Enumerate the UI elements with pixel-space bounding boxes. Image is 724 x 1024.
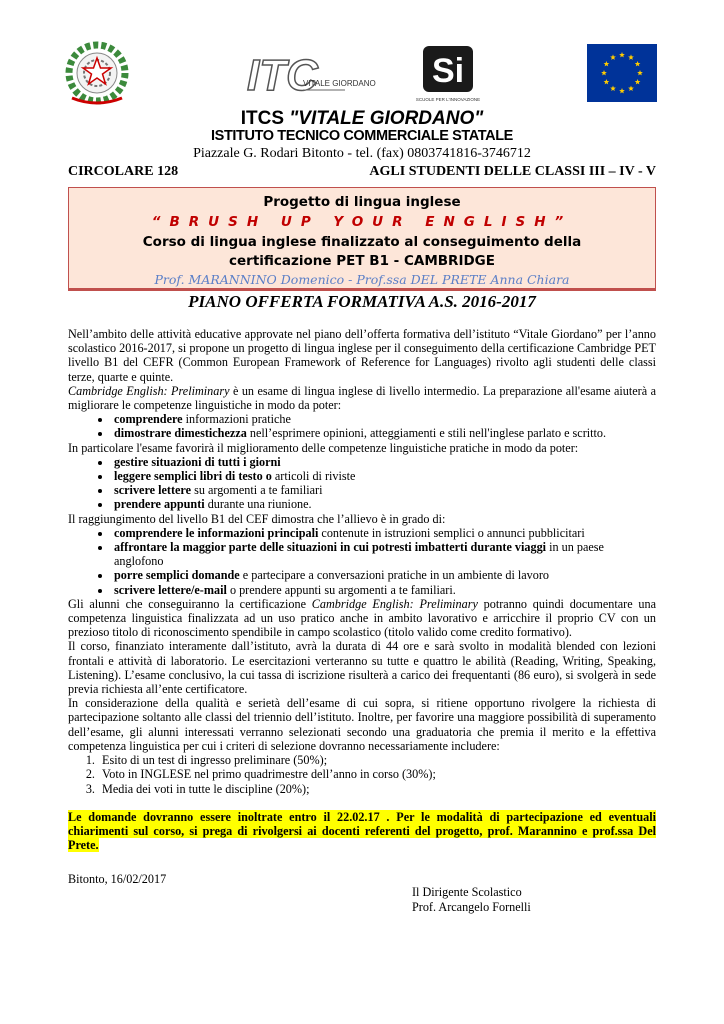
particular-paragraph: In particolare l'esame favorirà il miglioramento delle competenze linguistiche pratiche in modo da poter: [68,440,579,455]
signer-role: Il Dirigente Scolastico [412,885,522,899]
b1-abilities-list [68,526,656,597]
piano-offerta-title: PIANO OFFERTA FORMATIVA A.S. 2016-2017 [188,292,536,311]
consideration-paragraph: In considerazione della qualità e serietà dell’esame di cui sopra, si ritiene opportuno rivolgere la richiesta di partecipazione soltanto alle classi del triennio dell’istituto. Inoltre, per favorire una maggiore possibilità di superamento dell’esame, gli alunni interessati verranno selezionati secondo una graduatoria che premia il merito e la effettiva competenza linguistica per cui i criteri di selezione dovranno necessariamente includere: [68,696,656,753]
signer-name: Prof. Arcangelo Fornelli [412,899,531,914]
project-box [68,187,656,291]
list-item: • scrivere lettere/e-mail o prendere appunti su argomenti a te familiari. [112,583,656,597]
circolare-row [68,164,656,182]
school-address: Piazzale G. Rodari Bitonto - tel. (fax) 0803741816-3746712 [193,146,531,161]
document-date: Bitonto, 16/02/2017 [68,872,167,886]
circolare-number: CIRCOLARE 128 [68,164,179,179]
cambridge-exam-name: Cambridge English: Preliminary [68,383,230,398]
svg-text:VITALE GIORDANO: VITALE GIORDANO [303,79,376,88]
list-item: • scrivere lettere su argomenti a te familiari [112,483,656,497]
project-title: Progetto di lingua inglese [263,194,461,210]
recipients: AGLI STUDENTI DELLE CLASSI III – IV - V [369,164,656,179]
list-item: • prendere appunti durante una riunione. [112,497,656,511]
skills-list [68,412,656,440]
list-item: • leggere semplici libri di testo o articoli di riviste [112,469,656,483]
deadline-notice [68,810,656,853]
svg-text:ITC: ITC [247,51,318,100]
list-item: 2. Voto in INGLESE nel primo quadrimestre dell’anno in corso (30%); [98,767,656,781]
project-description-line1: Corso di lingua inglese finalizzato al conseguimento della [142,234,582,250]
scuole-innovazione-logo [417,44,479,104]
list-item: 3. Media dei voti in tutte le discipline (20%); [98,782,656,796]
school-quoted-name: "VITALE GIORDANO" [289,108,484,129]
cambridge-description: è un esame di lingua inglese di livello intermedio. La preparazione all'esame aiuterà a migliorare le competenze linguistiche in modo da poter: [68,383,656,413]
list-item: • gestire situazioni di tutti i giorni [112,455,656,469]
list-item: • comprendere le informazioni principali contenute in istruzioni semplici o annunci pubblicitari [112,526,656,540]
project-slogan: “BRUSH UP YOUR ENGLISH” [151,214,573,230]
cambridge-paragraph [68,384,656,412]
project-description-line2: certificazione PET B1 - CAMBRIDGE [229,253,495,269]
signature-block [412,885,531,914]
deadline-text: Le domande dovranno essere inoltrate entro il 22.02.17 . Per le modalità di partecipazione ed eventuali chiarimenti sul corso, si prega di rivolgersi ai docenti referenti del progetto, prof. Marannino e prof.ssa Del Prete. [68,809,656,853]
list-item: 1. Esito di un test di ingresso preliminare (50%); [98,753,656,767]
logo-row [0,36,724,106]
project-teachers: Prof. MARANNINO Domenico - Prof.ssa DEL PRETE Anna Chiara [154,272,570,287]
italian-republic-emblem-icon [62,40,132,106]
circular-body [68,327,656,852]
achievement-paragraph: Il raggiungimento del livello B1 del CEF dimostra che l’allievo è in grado di: [68,511,446,526]
intro-paragraph: Nell’ambito delle attività educative approvate nel piano dell’offerta formativa dell’istituto “Vitale Giordano” per l’anno scolastico 2016-2017, si propone un progetto di lingua inglese per il conseguimento della certificazione Cambridge PET livello B1 del CEFR (Common European Framework of Reference for Languages) rivolto agli studenti delle classi terze, quarte e quinte. [68,327,656,384]
practical-skills-list [68,455,656,512]
eu-flag-icon [587,44,657,102]
students-paragraph: Gli alunni che conseguiranno la certificazione Cambridge English: Preliminary potranno quindi documentare una competenza linguistica finalizzata ad un uso pratico anche in ambito lavorativo e arricchire il proprio CV con un prezioso titolo di riconoscimento spendibile in campo scolastico (titolo valido come credito formativo). [68,596,656,640]
selection-criteria-list [68,753,656,796]
svg-text:Si: Si [432,52,465,90]
list-item: • comprendere informazioni pratiche [112,412,656,426]
svg-text:SCUOLE PER L'INNOVAZIONE: SCUOLE PER L'INNOVAZIONE [415,97,481,102]
list-item: • affrontare la maggior parte delle situazioni in cui potresti imbatterti durante viaggi in un paese anglofono [112,540,656,568]
school-type: ISTITUTO TECNICO COMMERCIALE STATALE [211,128,513,144]
course-paragraph: Il corso, finanziato interamente dall’istituto, avrà la durata di 44 ore e sarà svolto in modalità blended con lezioni frontali e attività di laboratorio. Le esercitazioni verteranno su tutte e quattro le abilità (Reading, Writing, Speaking, Listening). L’esame conclusivo, la cui tassa di iscrizione risulterà a carico dei frequentanti (86 euro), si svolgerà in sede previa richiesta all’ente certificatore. [68,639,656,697]
itc-vitale-giordano-logo [245,46,376,106]
list-item: • dimostrare dimestichezza nell’esprimere opinioni, atteggiamenti e stili nell'inglese parlato e scritto. [112,426,656,440]
school-prefix: ITCS [240,108,285,129]
school-name [0,108,724,130]
list-item: • porre semplici domande e partecipare a conversazioni pratiche in un ambiente di lavoro [112,568,656,582]
